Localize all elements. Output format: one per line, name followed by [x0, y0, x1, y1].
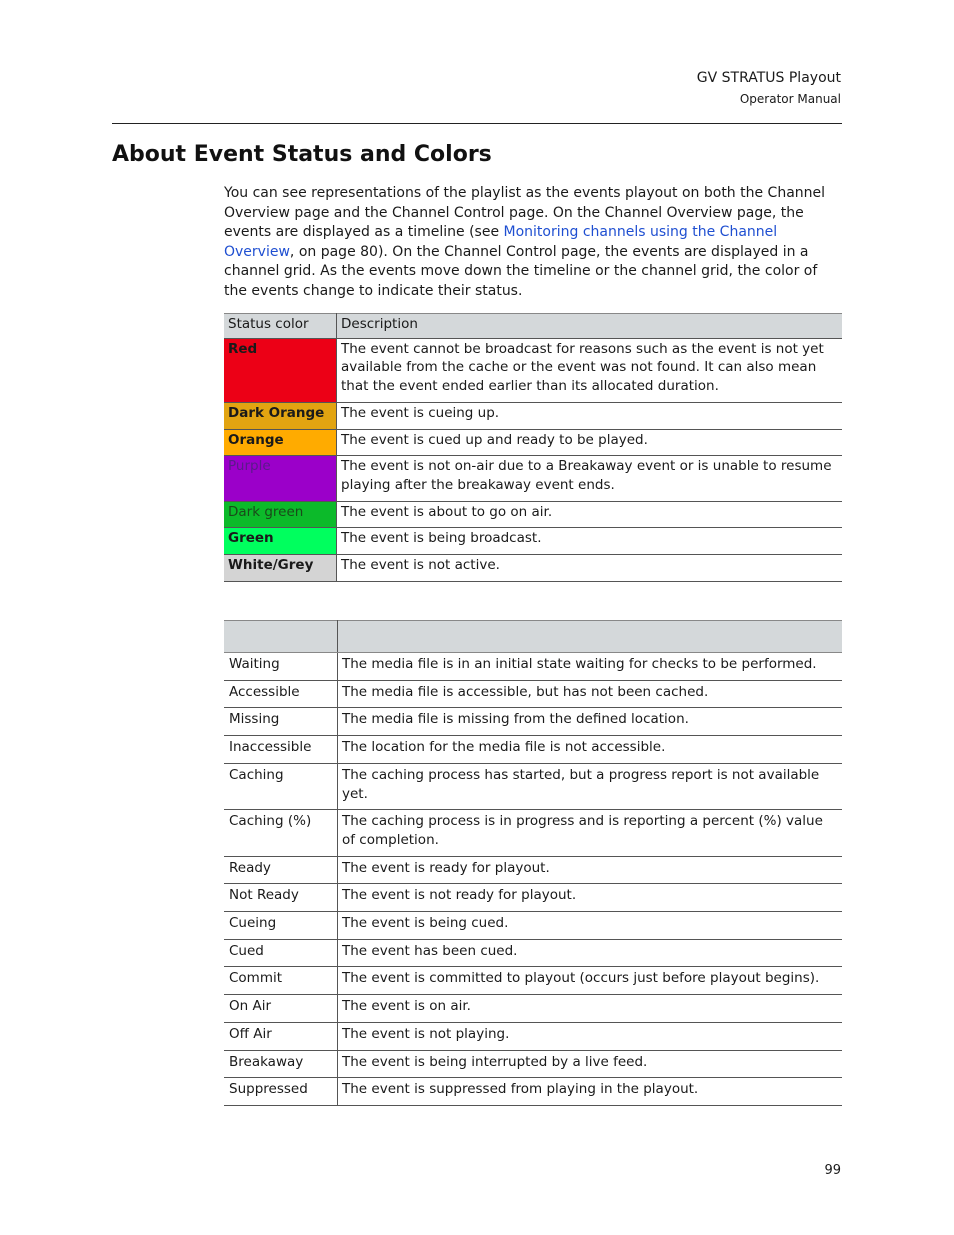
media-status-description: The event has been cued. — [338, 939, 843, 967]
media-status-row — [224, 912, 842, 940]
intro-text-end: , on page 80). On the Channel Control page, the events are displayed in a channel grid. As the events move down the timeline or the channel grid, the color of the events change to indicate their status. — [224, 243, 818, 299]
header-divider — [112, 123, 842, 124]
status-description: The event cannot be broadcast for reasons such as the event is not yet available from the cache or the event was not found. It can also mean that the event ended earlier than its allocated duration. — [337, 338, 843, 402]
media-status-description: The event is committed to playout (occurs just before playout begins). — [338, 967, 843, 995]
media-status-description: The event is ready for playout. — [338, 856, 843, 884]
media-description-header — [338, 621, 843, 653]
media-status-description: The event is not playing. — [338, 1022, 843, 1050]
status-color-swatch: Red — [224, 338, 337, 402]
media-status-description: The event is being cued. — [338, 912, 843, 940]
header-product: GV STRATUS Playout — [696, 70, 841, 86]
media-status-row — [224, 1078, 842, 1106]
media-status-name: Waiting — [224, 653, 338, 681]
status-color-swatch: Dark green — [224, 501, 337, 528]
media-status-header — [224, 621, 338, 653]
media-status-row — [224, 995, 842, 1023]
page-title: About Event Status and Colors — [112, 142, 492, 167]
media-status-name: Suppressed — [224, 1078, 338, 1106]
media-status-name: Off Air — [224, 1022, 338, 1050]
media-status-row — [224, 856, 842, 884]
media-status-name: Inaccessible — [224, 736, 338, 764]
media-status-row — [224, 763, 842, 809]
media-status-row — [224, 1050, 842, 1078]
media-status-name: On Air — [224, 995, 338, 1023]
status-description: The event is being broadcast. — [337, 528, 843, 555]
media-status-name: Cueing — [224, 912, 338, 940]
media-status-name: Ready — [224, 856, 338, 884]
intro-text-start: You can see representations of the playlist as the events playout on both the Channel Overview page and the Channel Control page. On the Channel Overview page, the events are displayed as a timeline (see — [224, 185, 826, 241]
media-status-description: The event is on air. — [338, 995, 843, 1023]
media-status-row — [224, 736, 842, 764]
media-status-row — [224, 1022, 842, 1050]
status-row — [224, 456, 842, 501]
status-row — [224, 338, 842, 402]
media-status-description: The event is not ready for playout. — [338, 884, 843, 912]
media-status-description: The location for the media file is not accessible. — [338, 736, 843, 764]
media-status-table — [224, 620, 842, 1106]
media-status-row — [224, 653, 842, 681]
status-row — [224, 555, 842, 582]
status-color-swatch: Purple — [224, 456, 337, 501]
channel-overview-link[interactable]: Monitoring channels using the Channel Overview — [224, 224, 778, 260]
media-status-name: Missing — [224, 708, 338, 736]
status-row — [224, 528, 842, 555]
media-status-name: Caching — [224, 763, 338, 809]
status-row — [224, 402, 842, 429]
intro-paragraph — [224, 184, 842, 302]
status-description: The event is cued up and ready to be played. — [337, 429, 843, 456]
media-status-row — [224, 939, 842, 967]
status-description: The event is not active. — [337, 555, 843, 582]
page-number: 99 — [824, 1163, 841, 1178]
media-status-description: The media file is in an initial state waiting for checks to be performed. — [338, 653, 843, 681]
status-color-table — [224, 313, 842, 582]
media-status-description: The event is being interrupted by a live feed. — [338, 1050, 843, 1078]
media-status-description: The caching process has started, but a progress report is not available yet. — [338, 763, 843, 809]
status-color-swatch: Dark Orange — [224, 402, 337, 429]
media-status-description: The media file is missing from the defined location. — [338, 708, 843, 736]
media-status-description: The event is suppressed from playing in the playout. — [338, 1078, 843, 1106]
media-status-name: Caching (%) — [224, 810, 338, 856]
status-row — [224, 501, 842, 528]
media-status-row — [224, 680, 842, 708]
status-description: The event is about to go on air. — [337, 501, 843, 528]
media-status-name: Breakaway — [224, 1050, 338, 1078]
media-status-name: Cued — [224, 939, 338, 967]
status-color-swatch: White/Grey — [224, 555, 337, 582]
media-status-row — [224, 967, 842, 995]
media-status-row — [224, 884, 842, 912]
media-status-name: Not Ready — [224, 884, 338, 912]
media-status-name: Commit — [224, 967, 338, 995]
status-table-header — [224, 314, 842, 339]
media-status-row — [224, 810, 842, 856]
media-status-description: The caching process is in progress and is reporting a percent (%) value of completion. — [338, 810, 843, 856]
media-status-row — [224, 708, 842, 736]
status-color-swatch: Orange — [224, 429, 337, 456]
status-description: The event is not on-air due to a Breakaway event or is unable to resume playing after the breakaway event ends. — [337, 456, 843, 501]
status-color-swatch: Green — [224, 528, 337, 555]
media-table-header — [224, 621, 842, 653]
header-manual: Operator Manual — [739, 92, 841, 106]
status-color-header: Status color — [224, 314, 337, 339]
description-header: Description — [337, 314, 843, 339]
media-status-name: Accessible — [224, 680, 338, 708]
status-description: The event is cueing up. — [337, 402, 843, 429]
status-row — [224, 429, 842, 456]
media-status-description: The media file is accessible, but has not been cached. — [338, 680, 843, 708]
